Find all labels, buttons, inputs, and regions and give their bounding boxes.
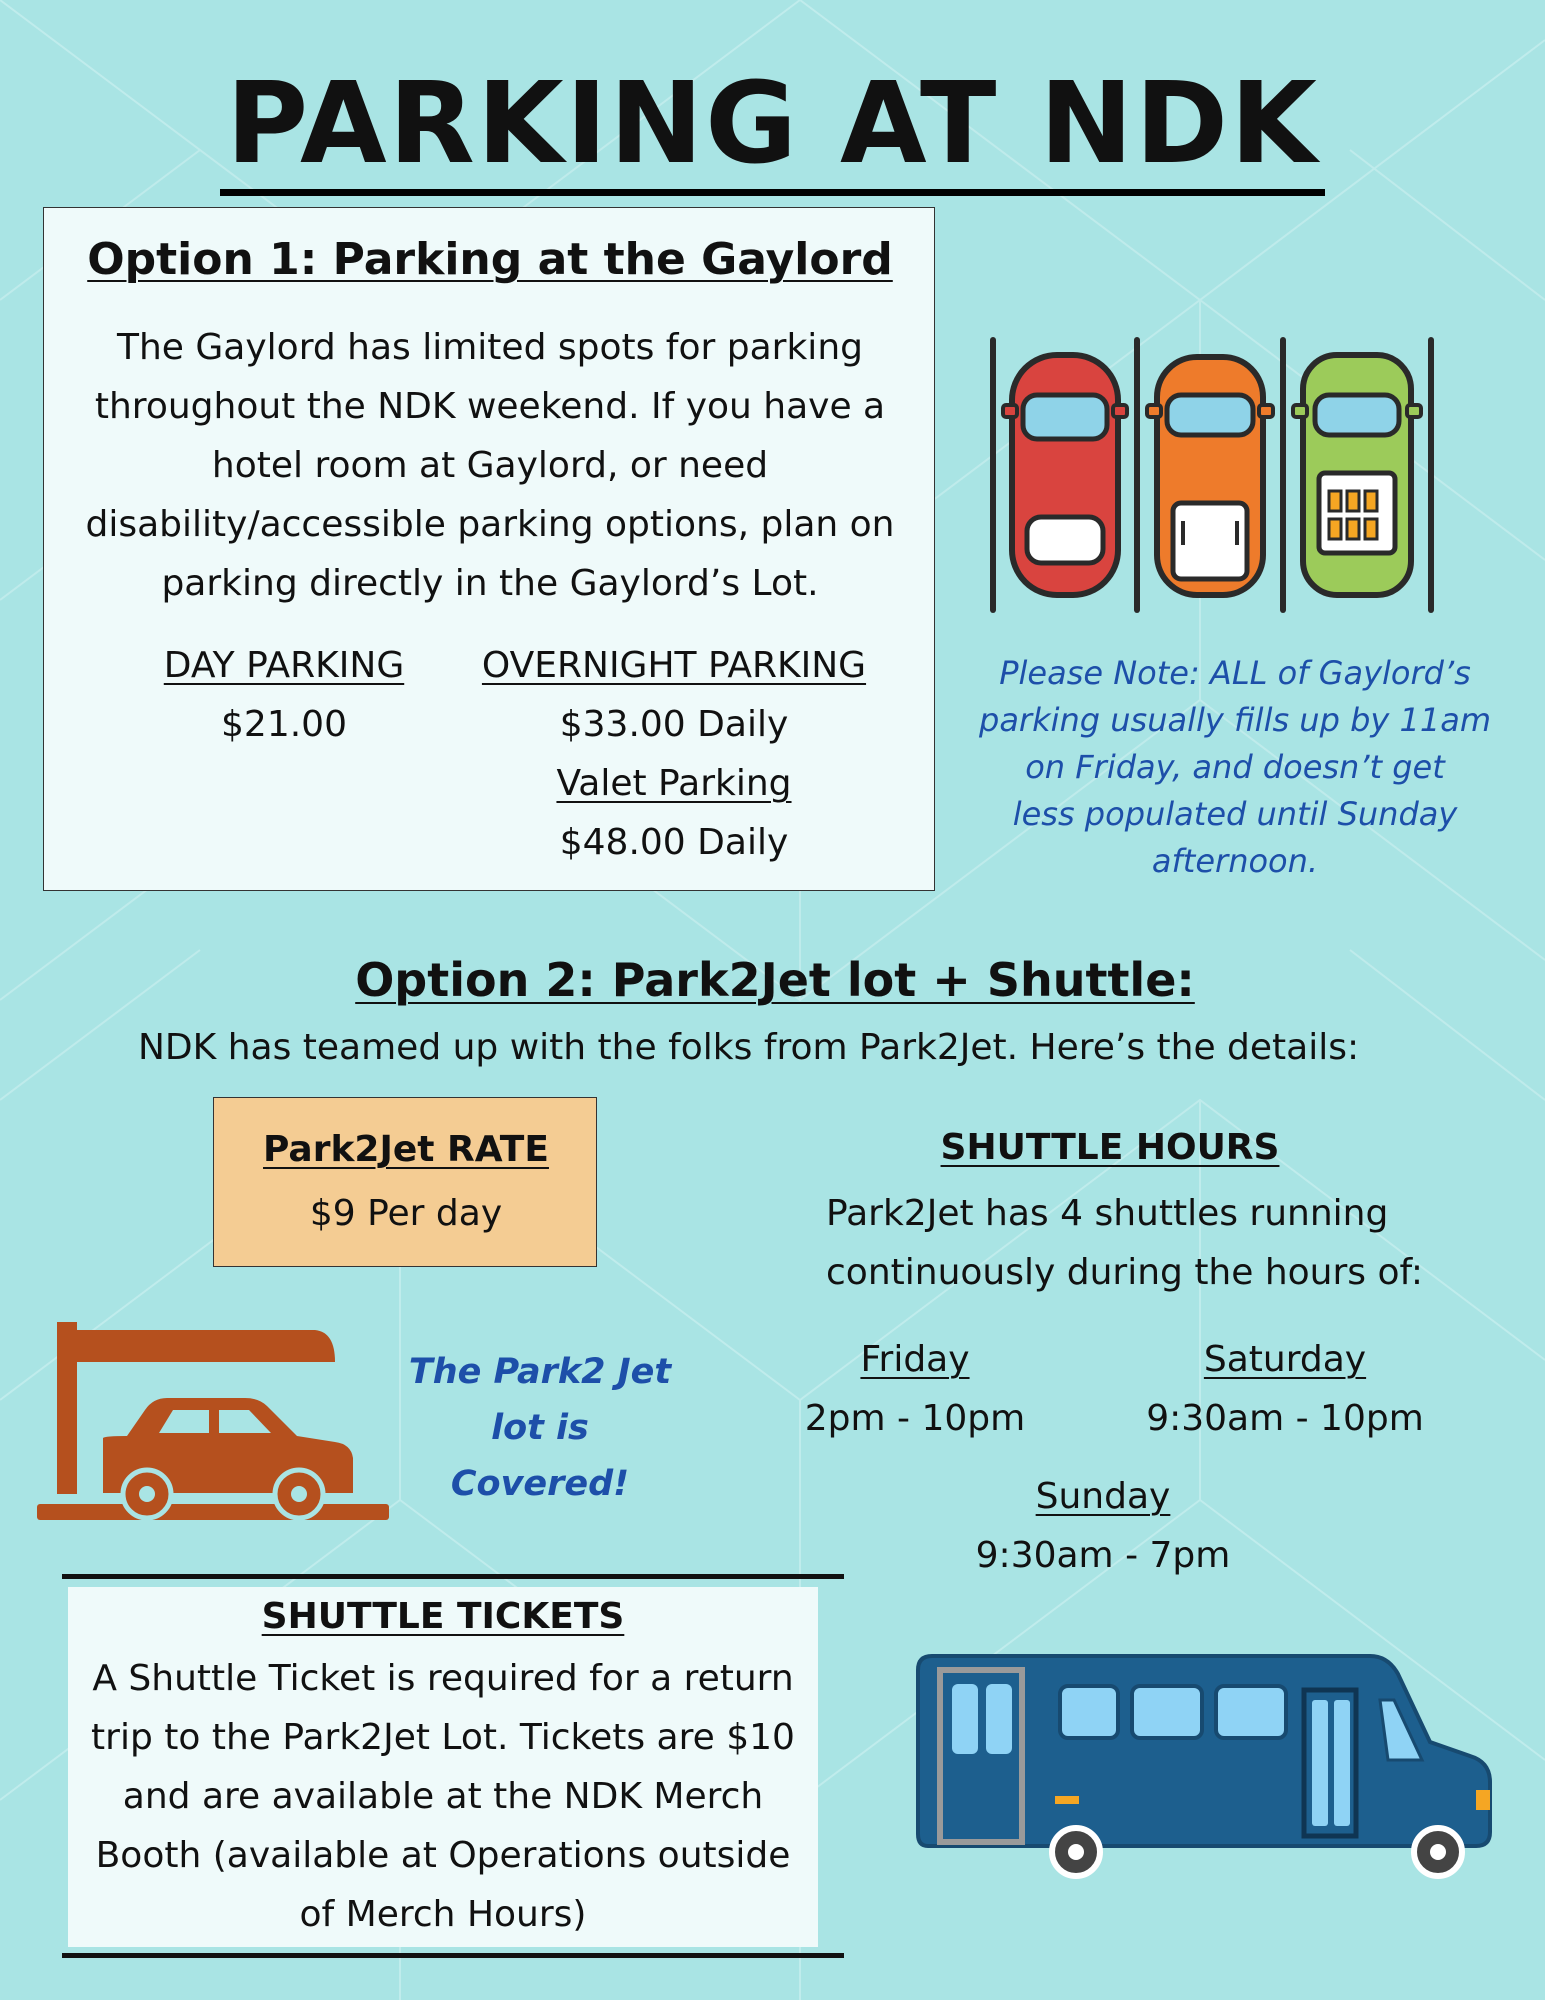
note-line: afternoon. [1151,842,1319,880]
tickets-line: and are available at the NDK Merch [122,1776,764,1817]
note-line: on Friday, and doesn’t get [1025,748,1445,786]
rate-value: $9 Per day [309,1193,503,1234]
saturday-label: Saturday [1203,1339,1367,1380]
option2-intro: NDK has teamed up with the folks from Park2Jet. Here’s the details: [138,1027,1360,1068]
shuttle-tickets-body [68,1649,818,1944]
tickets-bottom-rule [62,1953,844,1958]
park2jet-rate-card [213,1097,597,1267]
covered-carport-icon [35,1318,395,1528]
parked-cars-illustration [985,335,1435,615]
option1-card [43,207,935,891]
shuttle-tickets-card [68,1587,818,1947]
red-car-icon [1003,355,1127,595]
option2-heading: Option 2: Park2Jet lot + Shuttle: [355,953,1195,1007]
option1-line: throughout the NDK weekend. If you have a [94,386,886,427]
green-suv-icon [1293,355,1421,595]
covered-line: lot is [491,1408,589,1448]
valet-parking-label: Valet Parking [556,763,792,804]
tickets-line: Booth (available at Operations outside [95,1835,791,1876]
saturday-hours: 9:30am - 10pm [1146,1398,1424,1439]
option1-line: hotel room at Gaylord, or need [211,445,769,486]
page-title: PARKING AT NDK [0,62,1545,187]
note-line: Please Note: ALL of Gaylord’s [999,654,1471,692]
tickets-line: trip to the Park2Jet Lot. Tickets are $10 [91,1717,795,1758]
shuttle-desc-line: Park2Jet has 4 shuttles running [826,1193,1389,1234]
gaylord-parking-note [975,650,1495,885]
shuttle-hours-heading: SHUTTLE HOURS [940,1127,1280,1168]
overnight-parking-label: OVERNIGHT PARKING [481,645,867,686]
shuttle-hours-description [826,1184,1486,1302]
option1-line: parking directly in the Gaylord’s Lot. [161,563,819,604]
option1-line: The Gaylord has limited spots for parking [117,327,863,368]
sunday-label: Sunday [1035,1476,1171,1517]
sunday-hours: 9:30am - 7pm [975,1535,1231,1576]
friday-hours: 2pm - 10pm [804,1398,1026,1439]
rate-label: Park2Jet RATE [263,1129,549,1170]
shuttle-bus-illustration [910,1650,1495,1890]
option1-description [44,318,936,613]
orange-van-icon [1147,357,1273,595]
tickets-top-rule [62,1574,844,1579]
covered-lot-callout [390,1344,690,1512]
valet-parking-price: $48.00 Daily [559,822,789,863]
tickets-line: of Merch Hours) [299,1894,587,1935]
note-line: less populated until Sunday [1012,795,1458,833]
overnight-parking-price: $33.00 Daily [559,704,789,745]
covered-line: Covered! [450,1464,630,1504]
day-parking-label: DAY PARKING [163,645,405,686]
shuttle-tickets-heading: SHUTTLE TICKETS [261,1596,625,1637]
tickets-line: A Shuttle Ticket is required for a return [92,1658,794,1699]
friday-label: Friday [860,1339,970,1380]
note-line: parking usually fills up by 11am [979,701,1491,739]
option1-line: disability/accessible parking options, plan on [85,504,895,545]
shuttle-desc-line: continuously during the hours of: [826,1252,1424,1293]
covered-line: The Park2 Jet [408,1352,672,1392]
option1-heading: Option 1: Parking at the Gaylord [87,234,893,285]
day-parking-price: $21.00 [221,704,347,745]
